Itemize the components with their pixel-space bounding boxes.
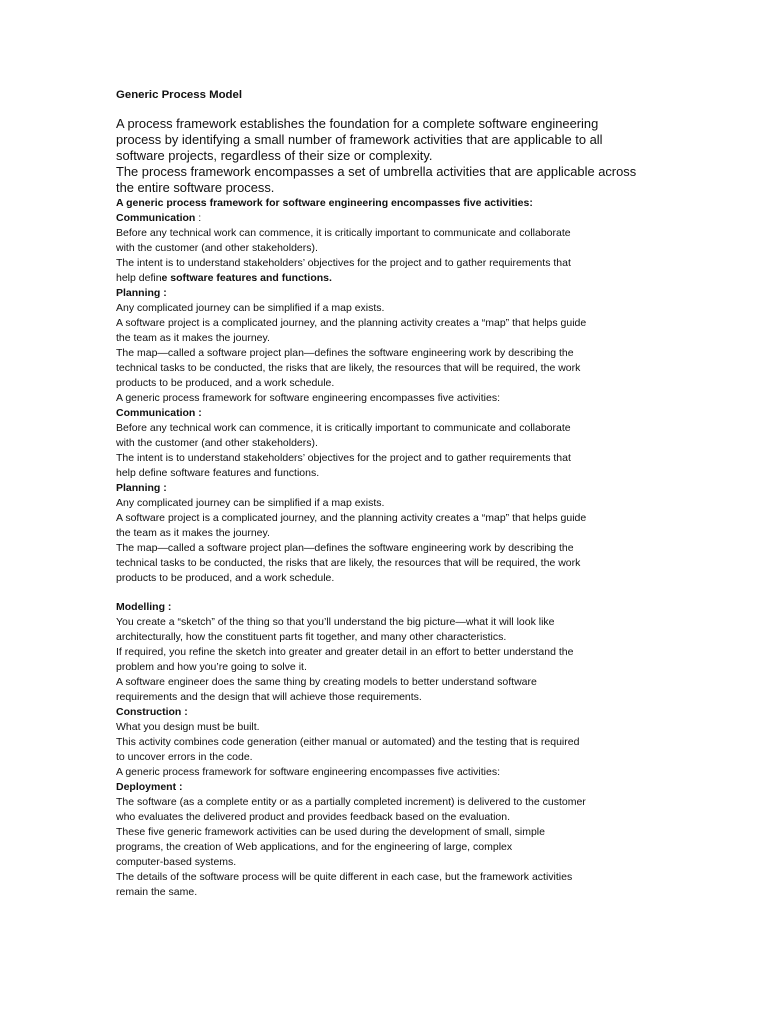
body-line: with the customer (and other stakeholders).: [116, 242, 318, 254]
intro-line: software projects, regardless of their size or complexity.: [116, 148, 433, 163]
body-line: to uncover errors in the code.: [116, 751, 253, 763]
body-line: help define software features and functions.: [116, 467, 320, 479]
paragraph-spacer: [116, 586, 656, 600]
section-heading-communication: Communication :: [116, 407, 202, 419]
section-heading-planning: Planning :: [116, 287, 167, 299]
body-line: A software project is a complicated journey, and the planning activity creates a “map” that helps guide: [116, 512, 587, 524]
body-line: The map—called a software project plan—defines the software engineering work by describing the: [116, 542, 574, 554]
section-heading-construction: Construction :: [116, 706, 188, 718]
heading-colon: :: [195, 212, 202, 224]
body-line: A software engineer does the same thing by creating models to better understand software: [116, 676, 537, 688]
body-line: This activity combines code generation (either manual or automated) and the testing that is required: [116, 736, 580, 748]
body-line: architecturally, how the constituent parts fit together, and many other characteristics.: [116, 631, 507, 643]
intro-paragraph: [116, 116, 656, 196]
body-line: What you design must be built.: [116, 721, 260, 733]
framework-statement: A generic process framework for software engineering encompasses five activities:: [116, 197, 533, 209]
section-heading-planning: Planning :: [116, 482, 167, 494]
body-line: Before any technical work can commence, it is critically important to communicate and collaborate: [116, 422, 571, 434]
body-line: A software project is a complicated journey, and the planning activity creates a “map” that helps guide: [116, 317, 587, 329]
body-line: computer-based systems.: [116, 856, 237, 868]
body-line: The map—called a software project plan—defines the software engineering work by describing the: [116, 347, 574, 359]
body-line: These five generic framework activities can be used during the development of small, simple: [116, 826, 545, 838]
document-body: [116, 196, 656, 900]
body-line: The software (as a complete entity or as a partially completed increment) is delivered to the customer: [116, 796, 586, 808]
section-heading-deployment: Deployment :: [116, 781, 183, 793]
body-line: The intent is to understand stakeholders’ objectives for the project and to gather requirements that: [116, 452, 571, 464]
bold-text: e software features and functions.: [161, 272, 332, 284]
section-heading-modelling: Modelling :: [116, 601, 172, 613]
body-line: If required, you refine the sketch into greater and greater detail in an effort to better understand the: [116, 646, 574, 658]
body-line: The details of the software process will be quite different in each case, but the framework activities: [116, 871, 573, 883]
body-line: The intent is to understand stakeholders’ objectives for the project and to gather requirements that: [116, 257, 571, 269]
body-line: You create a “sketch” of the thing so that you’ll understand the big picture—what it will look like: [116, 616, 555, 628]
body-line: programs, the creation of Web applications, and for the engineering of large, complex: [116, 841, 513, 853]
intro-line: the entire software process.: [116, 180, 275, 195]
body-line: remain the same.: [116, 886, 198, 898]
body-line: problem and how you’re going to solve it.: [116, 661, 307, 673]
intro-line: The process framework encompasses a set of umbrella activities that are applicable across: [116, 164, 637, 179]
body-line: with the customer (and other stakeholders).: [116, 437, 318, 449]
body-line: the team as it makes the journey.: [116, 527, 270, 539]
body-line: products to be produced, and a work schedule.: [116, 377, 335, 389]
body-line: the team as it makes the journey.: [116, 332, 270, 344]
heading-text: Communication: [116, 212, 196, 224]
document-title: Generic Process Model: [116, 89, 242, 101]
body-text: help defin: [116, 272, 162, 284]
body-line: Any complicated journey can be simplified if a map exists.: [116, 497, 385, 509]
body-line: requirements and the design that will achieve those requirements.: [116, 691, 422, 703]
body-line: A generic process framework for software engineering encompasses five activities:: [116, 766, 501, 778]
body-line: Before any technical work can commence, it is critically important to communicate and collaborate: [116, 227, 571, 239]
intro-line: A process framework establishes the foundation for a complete software engineering: [116, 116, 599, 131]
body-line: who evaluates the delivered product and provides feedback based on the evaluation.: [116, 811, 511, 823]
body-line: A generic process framework for software engineering encompasses five activities:: [116, 392, 501, 404]
body-line: Any complicated journey can be simplified if a map exists.: [116, 302, 385, 314]
body-line: technical tasks to be conducted, the risks that are likely, the resources that will be required, the work: [116, 557, 581, 569]
document-page: [116, 88, 656, 900]
intro-line: process by identifying a small number of framework activities that are applicable to all: [116, 132, 603, 147]
section-heading-communication: [116, 211, 656, 226]
body-line: products to be produced, and a work schedule.: [116, 572, 335, 584]
body-line-mixed: [116, 271, 656, 286]
body-line: technical tasks to be conducted, the risks that are likely, the resources that will be required, the work: [116, 362, 581, 374]
